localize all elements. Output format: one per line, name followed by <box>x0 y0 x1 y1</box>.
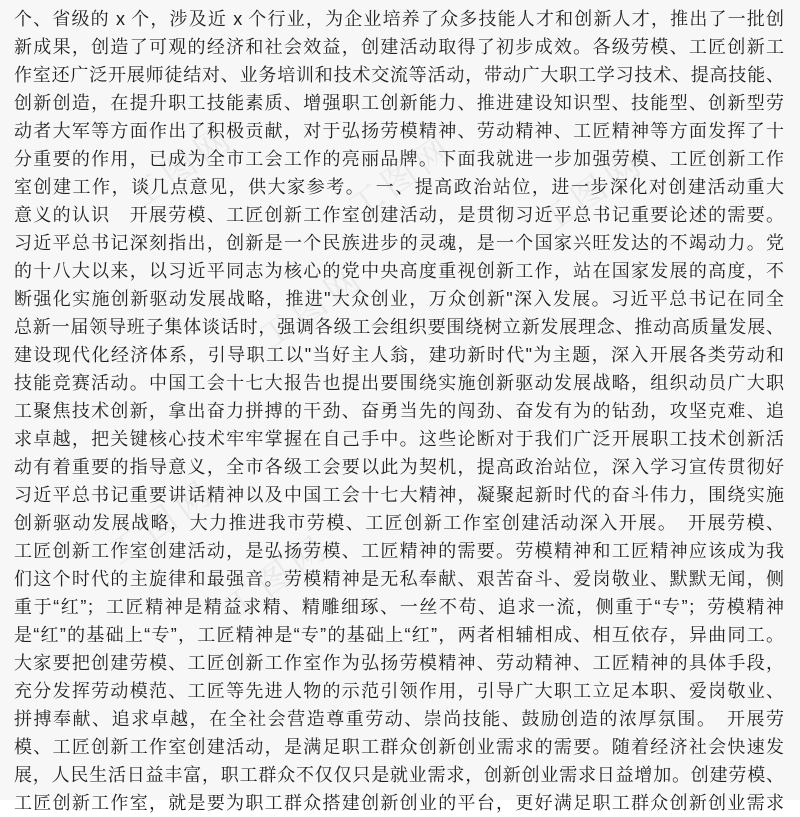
text-line: 室创建工作，谈几点意见，供大家参考。 一、提高政治站位，进一步深化对创建活动重大 <box>14 177 784 197</box>
text-line: 创新创造，在提升职工技能素质、增强职工创新能力、推进建设知识型、技能型、创新型劳 <box>14 93 784 113</box>
text-line: 求卓越，把关键核心技术牢牢掌握在自己手中。这些论断对于我们广泛开展职工技术创新活 <box>14 429 784 449</box>
text-line: 新成果，创造了可观的经济和社会效益，创建活动取得了初步成效。各级劳模、工匠创新工 <box>14 37 784 57</box>
text-line: 重于“红”；工匠精神是精益求精、精雕细琢、一丝不苟、追求一流，侧重于“专”；劳模精神 <box>14 597 784 617</box>
text-line: 充分发挥劳动模范、工匠等先进人物的示范引领作用，引导广大职工立足本职、爱岗敬业、 <box>14 681 784 701</box>
text-line: 模、工匠创新工作室创建活动，是满足职工群众创新创业需求的需要。随着经济社会快速发 <box>14 737 784 757</box>
watermark-text: 工图网 <box>121 117 243 218</box>
text-line: 总新一届领导班子集体谈话时，强调各级工会组织要围绕树立新发展理念、推动高质量发展、 <box>14 317 784 337</box>
document-text <box>14 5 784 817</box>
watermark-text: 工图网 <box>101 472 223 573</box>
text-line: 是“红”的基础上“专”，工匠精神是“专”的基础上“红”，两者相辅相成、相互依存，异曲同工。 <box>14 625 784 645</box>
text-line: 建设现代化经济体系，引导职工以"当好主人翁，建功新时代"为主题，深入开展各类劳动和 <box>14 345 784 365</box>
text-line: 拼搏奉献、追求卓越，在全社会营造尊重劳动、崇尚技能、鼓励创造的浓厚氛围。 开展劳 <box>14 709 784 729</box>
text-line: 动有着重要的指导意义，全市各级工会要以此为契机，提高政治站位，深入学习宣传贯彻好 <box>14 457 784 477</box>
text-line-clipped: 工匠创新工作室，就是要为职工群众搭建创新创业的平台，更好满足职工群众创新创业需求 <box>14 793 784 813</box>
text-line: 断强化实施创新驱动发展战略，推进"大众创业，万众创新"深入发展。习近平总书记在同全 <box>14 289 784 309</box>
text-line: 工聚焦技术创新，拿出奋力拼搏的干劲、奋勇当先的闯劲、奋发有为的钻劲，攻坚克难、追 <box>14 401 784 421</box>
text-line: 大家要把创建劳模、工匠创新工作室作为弘扬劳模精神、劳动精神、工匠精神的具体手段， <box>14 653 784 673</box>
text-line: 创新驱动发展战略，大力推进我市劳模、工匠创新工作室创建活动深入开展。 开展劳模、 <box>14 513 784 533</box>
text-line: 工匠创新工作室创建活动，是弘扬劳模、工匠精神的需要。劳模精神和工匠精神应该成为我 <box>14 541 784 561</box>
text-line: 意义的认识 开展劳模、工匠创新工作室创建活动，是贯彻习近平总书记重要论述的需要。 <box>14 205 784 225</box>
text-line: 习近平总书记重要讲话精神以及中国工会十七大精神，凝聚起新时代的奋斗伟力，围绕实施 <box>14 485 784 505</box>
watermark-text: 工图网 <box>341 127 463 228</box>
text-line: 技能竞赛活动。中国工会十七大报告也提出要围绕实施创新驱动发展战略，组织动员广大职 <box>14 373 784 393</box>
watermark-text: 工图网 <box>251 257 373 358</box>
text-line: 动者大军等方面作出了积极贡献，对于弘扬劳模精神、劳动精神、工匠精神等方面发挥了十 <box>14 121 784 141</box>
text-line: 个、省级的 x 个，涉及近 x 个行业，为企业培养了众多技能人才和创新人才，推出了一批创 <box>14 9 784 29</box>
text-line: 们这个时代的主旋律和最强音。劳模精神是无私奉献、艰苦奋斗、爱岗敬业、默默无闻，侧 <box>14 569 784 589</box>
text-line: 习近平总书记深刻指出，创新是一个民族进步的灵魂，是一个国家兴旺发达的不竭动力。党 <box>14 233 784 253</box>
text-line: 分重要的作用，已成为全市工会工作的亮丽品牌。下面我就进一步加强劳模、工匠创新工作 <box>14 149 784 169</box>
text-line: 的十八大以来，以习近平同志为核心的党中央高度重视创新工作，站在国家发展的高度，不 <box>14 261 784 281</box>
watermark-text: 工图网 <box>216 527 338 628</box>
watermark-text: 工图网 <box>531 142 653 243</box>
text-line: 作室还广泛开展师徒结对、业务培训和技术交流等活动，带动广大职工学习技术、提高技能、 <box>14 65 784 85</box>
text-line: 展，人民生活日益丰富，职工群众不仅仅只是就业需求，创新创业需求日益增加。创建劳模、 <box>14 765 784 785</box>
